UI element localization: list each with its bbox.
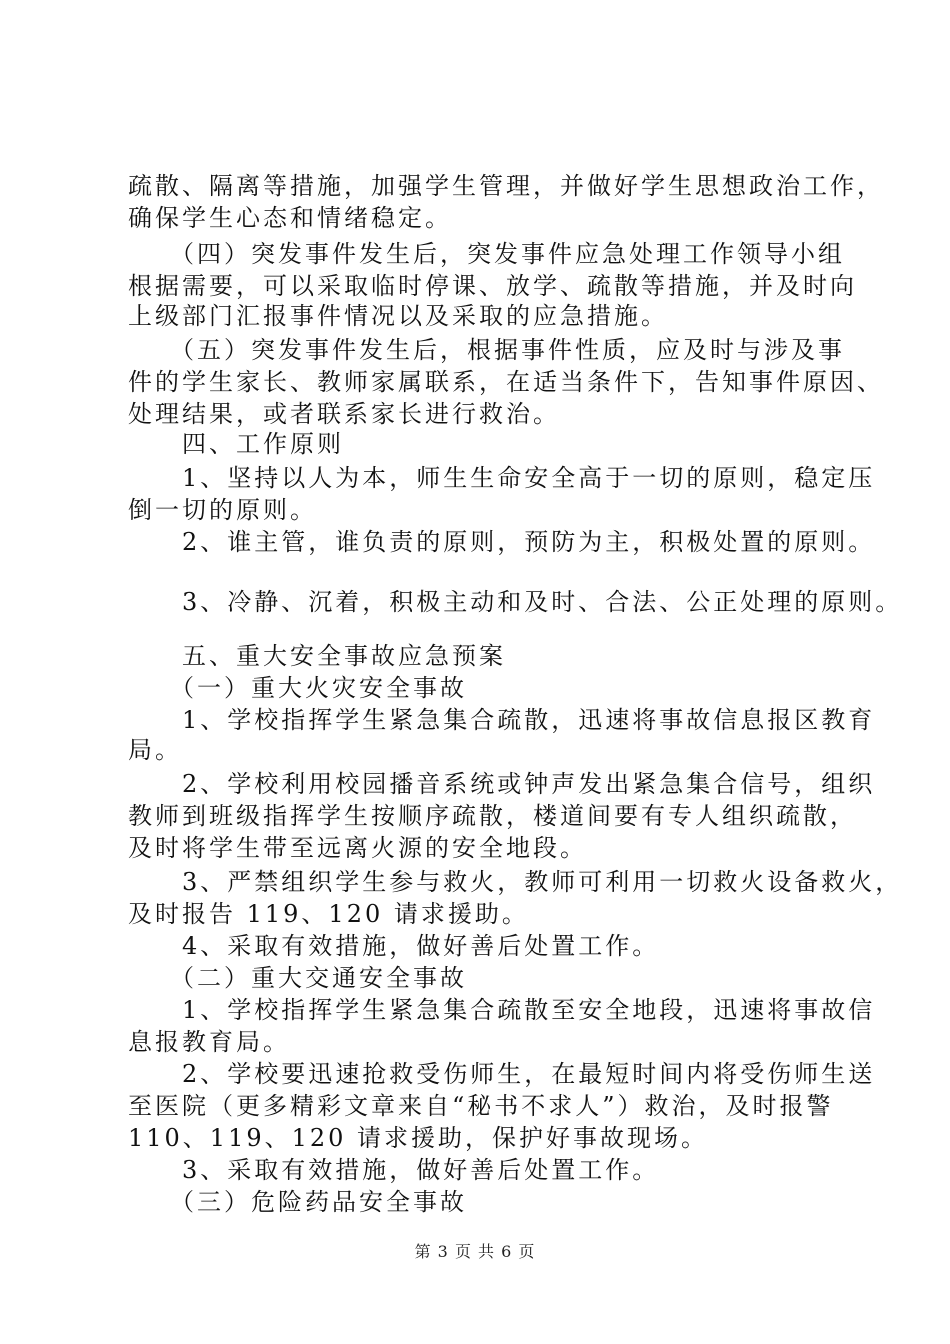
text-line: 上级部门汇报事件情况以及采取的应急措施。 [128, 302, 668, 330]
text-line: 确保学生心态和情绪稳定。 [128, 204, 452, 232]
text-line: 110、119、120 请求援助，保护好事故现场。 [128, 1124, 709, 1152]
text-line: 4、采取有效措施，做好善后处置工作。 [128, 932, 660, 960]
section-heading: 五、重大安全事故应急预案 [128, 642, 506, 670]
text-line: 及时报告 119、120 请求援助。 [128, 900, 529, 928]
text-line: 件的学生家长、教师家属联系，在适当条件下，告知事件原因、 [128, 368, 884, 396]
text-line: 根据需要，可以采取临时停课、放学、疏散等措施，并及时向 [128, 272, 857, 300]
subsection-heading: （三）危险药品安全事故 [128, 1188, 467, 1216]
text-line: 息报教育局。 [128, 1028, 290, 1056]
text-line: 倒一切的原则。 [128, 496, 317, 524]
text-line: 教师到班级指挥学生按顺序疏散，楼道间要有专人组织疏散， [128, 802, 857, 830]
text-line: （五）突发事件发生后，根据事件性质，应及时与涉及事 [128, 336, 845, 364]
text-line: 至医院（更多精彩文章来自“秘书不求人”）救治，及时报警 [128, 1092, 834, 1120]
text-line: 1、学校指挥学生紧急集合疏散至安全地段，迅速将事故信 [128, 996, 876, 1024]
subsection-heading: （二）重大交通安全事故 [128, 964, 467, 992]
text-line: 及时将学生带至远离火源的安全地段。 [128, 834, 587, 862]
section-heading: 四、工作原则 [128, 430, 344, 458]
text-line: （四）突发事件发生后，突发事件应急处理工作领导小组 [128, 240, 845, 268]
text-line: 疏散、隔离等措施，加强学生管理，并做好学生思想政治工作， [128, 172, 884, 200]
text-line: 处理结果，或者联系家长进行救治。 [128, 400, 560, 428]
text-line: 3、冷静、沉着，积极主动和及时、合法、公正处理的原则。 [128, 588, 903, 616]
text-line: 2、谁主管，谁负责的原则，预防为主，积极处置的原则。 [128, 528, 876, 556]
text-line: 1、学校指挥学生紧急集合疏散，迅速将事故信息报区教育 [128, 706, 876, 734]
text-line: 局。 [128, 736, 182, 764]
text-line: 1、坚持以人为本，师生生命安全高于一切的原则，稳定压 [128, 464, 876, 492]
page-number-footer: 第 3 页 共 6 页 [414, 1242, 536, 1261]
text-line: 2、学校要迅速抢救受伤师生，在最短时间内将受伤师生送 [128, 1060, 876, 1088]
text-line: 3、严禁组织学生参与救火，教师可利用一切救火设备救火， [128, 868, 903, 896]
subsection-heading: （一）重大火灾安全事故 [128, 674, 467, 702]
text-line: 3、采取有效措施，做好善后处置工作。 [128, 1156, 660, 1184]
text-line: 2、学校利用校园播音系统或钟声发出紧急集合信号，组织 [128, 770, 876, 798]
